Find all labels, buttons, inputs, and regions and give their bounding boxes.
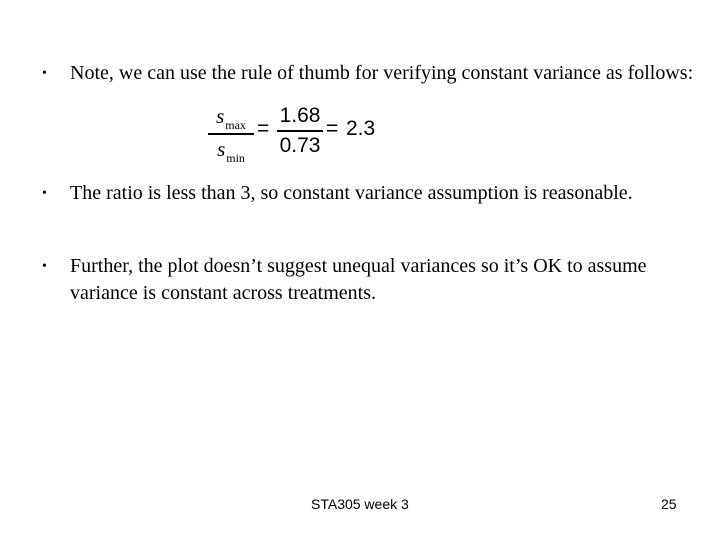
denominator-variable: s [217,136,226,161]
fraction-bar [208,133,254,135]
equals-sign: = [326,117,339,140]
bullet-icon: • [42,259,47,274]
bullet-text: Further, the plot doesn’t suggest unequal variances so it’s OK to assume variance is constant across treatments. [70,255,647,304]
footer-page-number: 25 [661,496,677,512]
bullet-text: Note, we can use the rule of thumb for verifying constant variance as follows: [70,62,694,84]
numerator-subscript: max [225,118,246,132]
denominator-subscript: min [226,150,245,165]
fraction-bar [277,130,323,132]
numeric-numerator: 1.68 [279,104,321,127]
equals-sign: = [257,117,270,140]
fraction-numerator [216,103,246,132]
variance-ratio-formula [208,101,408,163]
numeric-denominator: 0.73 [279,133,321,157]
bullet-text: The ratio is less than 3, so constant variance assumption is reasonable. [70,182,633,204]
formula-result: 2.3 [346,117,376,140]
fraction-denominator [217,136,245,165]
numerator-variable: s [216,104,225,128]
symbolic-fraction [208,103,254,165]
bullet-icon: • [42,66,47,81]
bullet-icon: • [42,186,47,201]
numeric-fraction [277,103,323,159]
footer-course-label: STA305 week 3 [311,496,409,512]
